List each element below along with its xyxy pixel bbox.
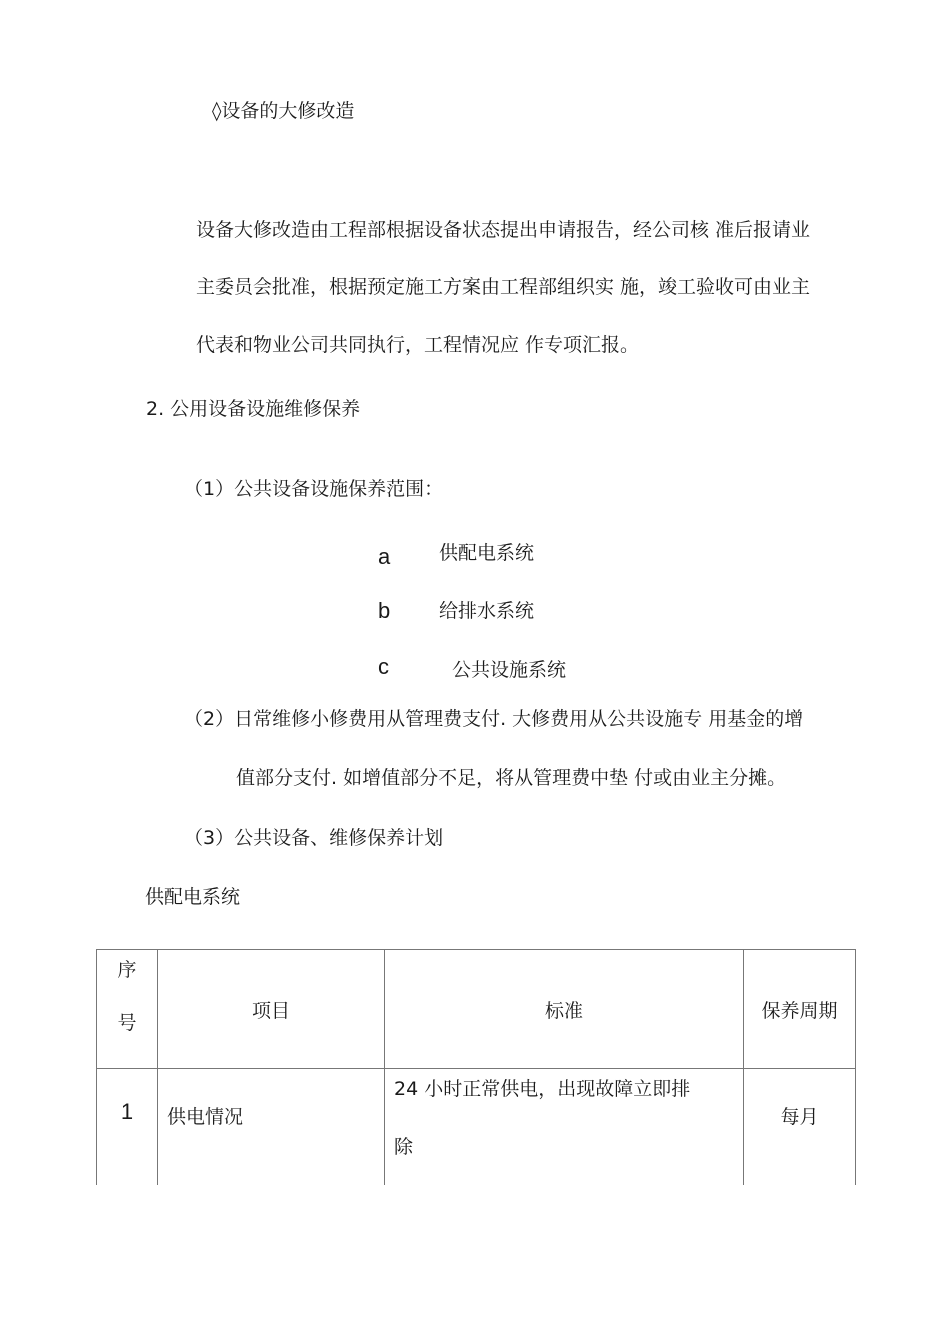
heading-overhaul: ◊设备的大修改造 [212,100,355,122]
row-1-item-text: 供电情况 [167,1106,244,1128]
row-1-standard-line-2: 除 [394,1136,414,1158]
subsection-title: 供配电系统 [145,886,241,908]
header-seq [97,950,158,1069]
row-1-standard [385,1069,744,1185]
overhaul-paragraph-line-1: 设备大修改造由工程部根据设备状态提出申请报告，经公司核 准后报请业 [196,219,811,241]
item-2-line-2: 值部分支付. 如增值部分不足，将从管理费中垫 付或由业主分摊。 [236,767,787,789]
row-1-seq [97,1069,158,1185]
header-standard: 标准 [385,950,744,1069]
item-2-line-1: （2）日常维修小修费用从管理费支付. 大修费用从公共设施专 用基金的增 [184,708,804,730]
header-seq-line-1: 序 [117,959,137,981]
scope-item-c-label: 公共设施系统 [452,659,567,681]
scope-marker-b: b [378,598,391,623]
row-1-seq-text: 1 [120,1099,134,1124]
scope-item-b-label: 给排水系统 [439,600,535,622]
overhaul-paragraph-line-3: 代表和物业公司共同执行，工程情况应 作专项汇报。 [196,334,640,356]
row-1-item [158,1069,385,1185]
item-3-title: （3）公共设备、维修保养计划 [184,827,444,849]
overhaul-paragraph-line-2: 主委员会批准，根据预定施工方案由工程部组织实 施，竣工验收可由业主 [196,276,811,298]
section-2-title: 2. 公用设备设施维修保养 [146,398,361,420]
row-1-cycle [744,1069,856,1185]
table-row [97,1069,856,1185]
scope-marker-c: c [378,654,389,679]
table-header-row [97,950,856,1069]
header-cycle: 保养周期 [744,950,856,1069]
scope-item-a-label: 供配电系统 [439,542,535,564]
header-seq-line-2: 号 [117,1012,137,1034]
scope-marker-a: a [378,544,391,569]
header-item: 项目 [158,950,385,1069]
maintenance-plan-table [96,949,856,1185]
item-1-title: （1）公共设备设施保养范围： [184,478,444,500]
row-1-cycle-text: 每月 [780,1106,819,1128]
row-1-standard-line-1: 24 小时正常供电，出现故障立即排 [394,1078,691,1100]
